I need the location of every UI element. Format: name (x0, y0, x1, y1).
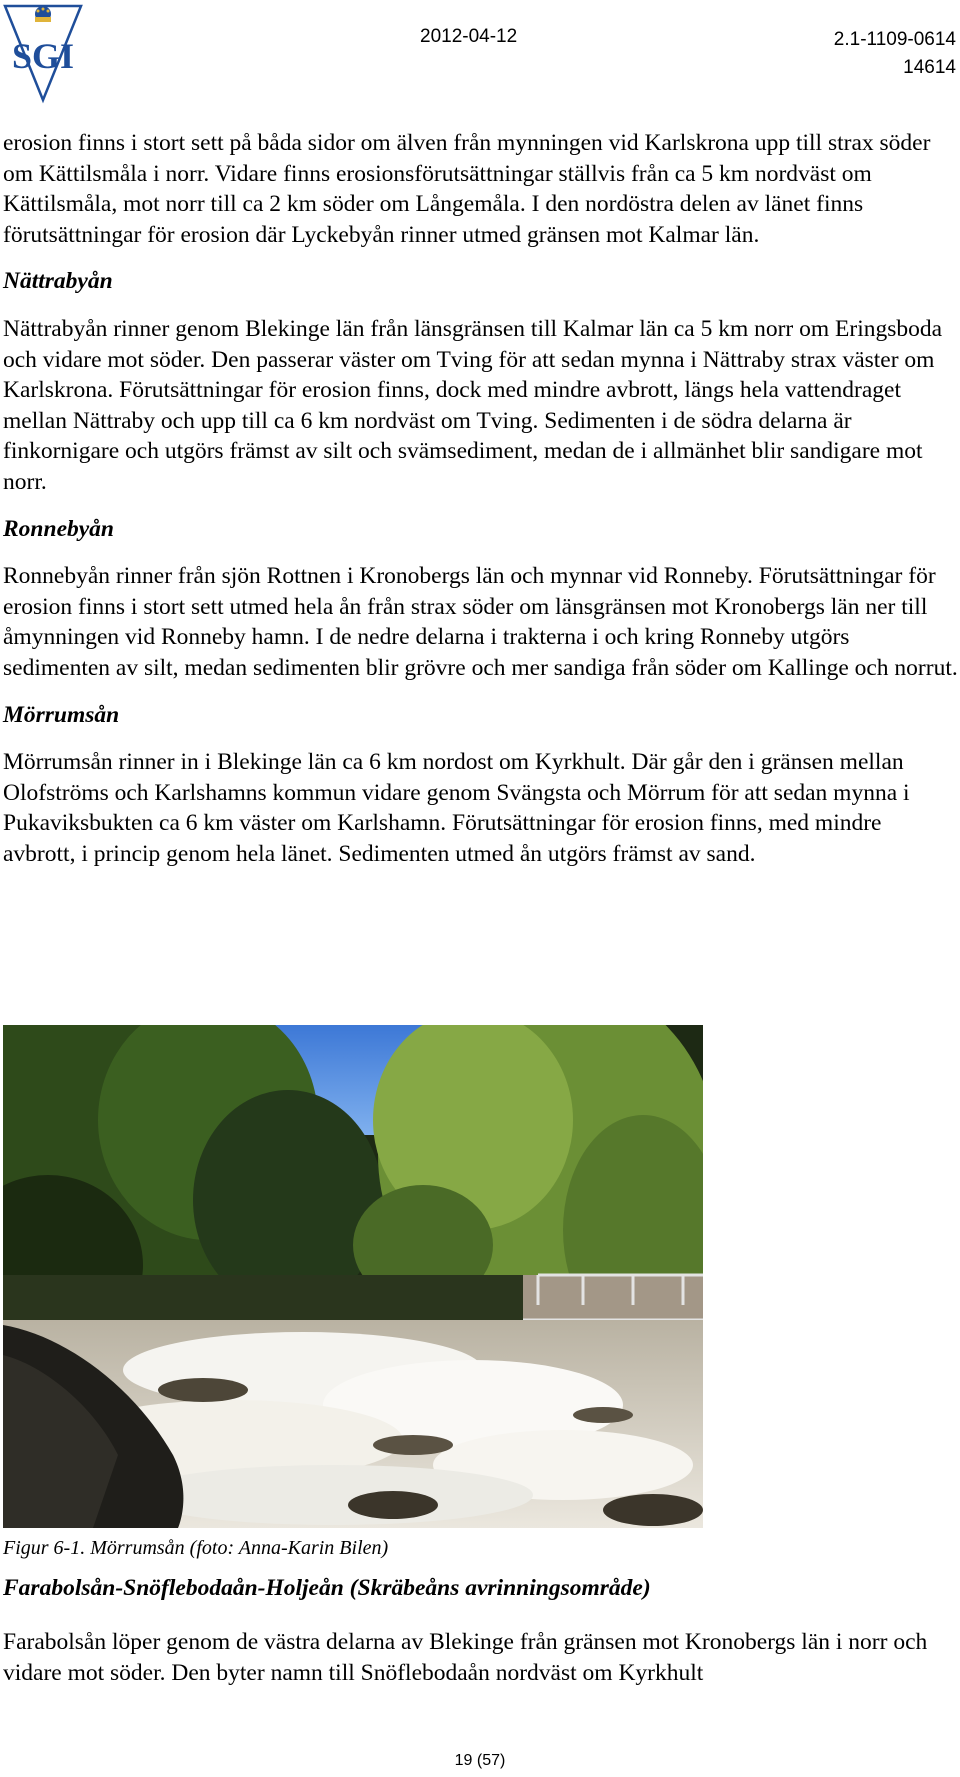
section-paragraph: Ronnebyån rinner från sjön Rottnen i Kronobergs län och mynnar vid Ronneby. Förutsättningar för erosion finns i stort sett utmed hela ån från strax söder om länsgränsen mot Kronobergs län ner till åmynningen vid Ronneby hamn. I de nedre delarna i trakterna i och kring Ronneby utgörs sedimenten av silt, medan sedimenten blir grövre och mer sandiga från söder om Kallinge och norrut. (3, 563, 958, 681)
intro-paragraph: erosion finns i stort sett på båda sidor om älven från mynningen vid Karlskrona upp till strax söder om Kättilsmåla i norr. Vidare finns erosionsförutsättningar ställvis från ca 5 km nordväst om Kättilsmåla, mot norr till ca 2 km söder om Långemåla. I den nordöstra delen av länet finns förutsättningar för erosion där Lyckebyån rinner utmed gränsen mot Kalmar län. (3, 130, 931, 248)
section-paragraph: Mörrumsån rinner in i Blekinge län ca 6 km nordost om Kyrkhult. Där går den i gränsen mellan Olofströms och Karlshamns kommun vidare genom Svängsta och Mörrum för att sedan mynna i Pukaviksbukten ca 6 km väster om Karlshamn. Förutsättningar för erosion finns, med mindre avbrott, i princip genom hela länet. Sedimenten utmed ån utgörs främst av sand. (3, 749, 910, 867)
figure-caption: Figur 6-1. Mörrumsån (foto: Anna-Karin Bilen) (3, 1537, 389, 1559)
section-heading: Farabolsån-Snöflebodaån-Holjeån (Skräbeåns avrinningsområde) (3, 1575, 651, 1601)
river-photo (3, 1025, 703, 1528)
reference-subnumber: 14614 (903, 57, 956, 78)
section-heading: Ronnebyån (3, 515, 114, 542)
section-heading: Mörrumsån (3, 701, 120, 728)
section-paragraph: Nättrabyån rinner genom Blekinge län från länsgränsen till Kalmar län ca 5 km norr om Eringsboda och vidare mot söder. Den passerar väster om Tving för att sedan mynna i Nättraby strax väster om Karlskrona. Förutsättningar för erosion finns, dock med mindre avbrott, längs hela vattendraget mellan Nättraby och upp till ca 6 km nordväst om Tving. Sedimenten i de södra delarna är finkornigare och utgörs främst av silt och svämsediment, medan de i allmänhet blir sandigare mot norr. (3, 315, 943, 495)
section-heading: Nättrabyån (3, 268, 113, 295)
document-body (3, 128, 958, 869)
document-date: 2012-04-12 (420, 26, 518, 47)
sgi-logo (2, 0, 84, 104)
crown-icon (35, 6, 51, 22)
reference-number: 2.1-1109-0614 (833, 29, 956, 50)
document-reference (834, 26, 956, 82)
page-number: 19 (57) (454, 1752, 506, 1769)
section-paragraph: Farabolsån löper genom de västra delarna av Blekinge från gränsen mot Kronobergs län i norr och vidare mot söder. Den byter namn till Snöflebodaån nordväst om Kyrkhult (3, 1629, 928, 1686)
svg-text:SGI: SGI (11, 36, 75, 76)
